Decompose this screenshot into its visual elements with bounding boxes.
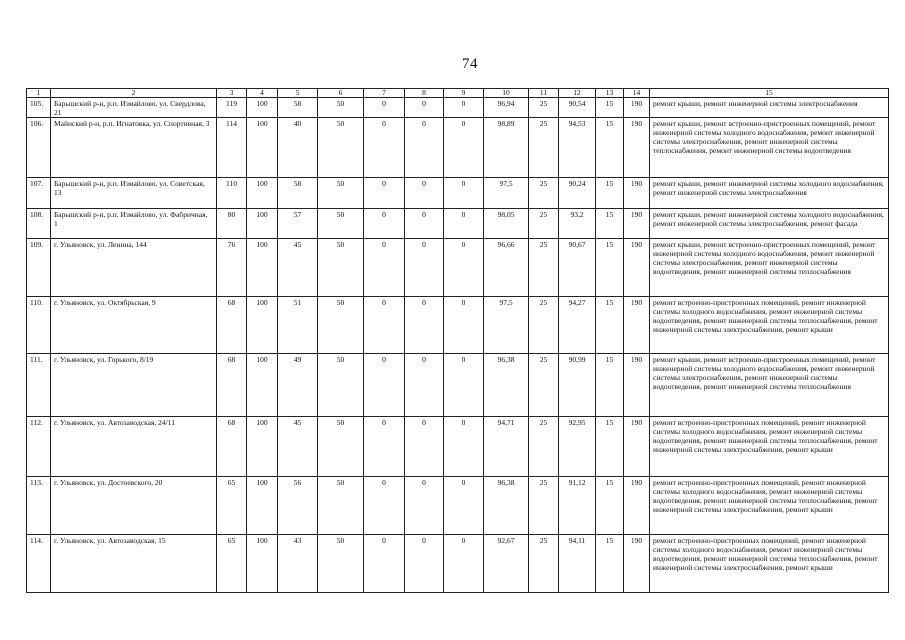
- column-header: 1: [27, 89, 51, 98]
- table-cell: 90,99: [559, 354, 596, 417]
- table-cell: 50: [318, 354, 364, 417]
- table-cell: 0: [405, 417, 444, 477]
- table-cell: 92,95: [559, 417, 596, 477]
- table-cell: 40: [278, 118, 318, 178]
- table-cell: 0: [444, 297, 484, 354]
- table-cell: 58: [278, 178, 318, 209]
- table-cell: 119: [217, 98, 247, 118]
- row-number: 114.: [27, 535, 51, 593]
- table-cell: 0: [364, 535, 405, 593]
- row-number: 106.: [27, 118, 51, 178]
- table-cell: 0: [444, 354, 484, 417]
- table-cell: 15: [596, 98, 624, 118]
- table-cell: 25: [529, 477, 559, 535]
- table-cell: 0: [364, 417, 405, 477]
- table-cell: 92,67: [484, 535, 529, 593]
- column-header: 7: [364, 89, 405, 98]
- table-cell: 25: [529, 239, 559, 297]
- column-header: 15: [650, 89, 889, 98]
- table-cell: 68: [217, 354, 247, 417]
- table-cell: 90,54: [559, 98, 596, 118]
- table-cell: 0: [364, 354, 405, 417]
- row-number: 111.: [27, 354, 51, 417]
- column-header: 8: [405, 89, 444, 98]
- table-cell: 0: [444, 417, 484, 477]
- table-cell: 0: [444, 118, 484, 178]
- table-row: [27, 297, 889, 354]
- table-cell: 0: [405, 118, 444, 178]
- table-cell: 0: [444, 535, 484, 593]
- table-cell: 43: [278, 535, 318, 593]
- works-cell: ремонт крыши, ремонт встроенно-пристроенных помещений, ремонт инженерной системы холодного водоснабжения, ремонт инженерной системы электроснабжения, ремонт инженерной системы теплоснабжения, ремонт инженерной системы водоотведения: [650, 118, 889, 178]
- table-cell: 45: [278, 239, 318, 297]
- table-cell: 15: [596, 178, 624, 209]
- table-cell: 100: [247, 477, 278, 535]
- table-cell: 96,38: [484, 477, 529, 535]
- works-cell: ремонт крыши, ремонт инженерной системы холодного водоснабжения, ремонт инженерной системы электроснабжения, ремонт фасада: [650, 209, 889, 239]
- table-cell: 0: [405, 178, 444, 209]
- table-cell: 190: [624, 209, 650, 239]
- column-header: 5: [278, 89, 318, 98]
- table-cell: 15: [596, 477, 624, 535]
- table-cell: 190: [624, 354, 650, 417]
- table-cell: 0: [364, 297, 405, 354]
- table-cell: 0: [405, 98, 444, 118]
- row-number: 108.: [27, 209, 51, 239]
- table-cell: 190: [624, 417, 650, 477]
- table-cell: 50: [318, 297, 364, 354]
- table-cell: 50: [318, 209, 364, 239]
- table-cell: 25: [529, 417, 559, 477]
- table-cell: 100: [247, 417, 278, 477]
- table-cell: 94,71: [484, 417, 529, 477]
- table-cell: 0: [444, 239, 484, 297]
- works-cell: ремонт крыши, ремонт встроенно-пристроенных помещений, ремонт инженерной системы холодного водоснабжения, ремонт инженерной системы электроснабжения, ремонт инженерной системы водоотведения, ремонт инженерной системы теплоснабжения: [650, 239, 889, 297]
- address-cell: г. Ульяновск, ул. Ленина, 144: [51, 239, 217, 297]
- table-cell: 0: [405, 535, 444, 593]
- table-cell: 51: [278, 297, 318, 354]
- works-cell: ремонт крыши, ремонт инженерной системы электроснабжения: [650, 98, 889, 118]
- table-row: [27, 98, 889, 118]
- table-cell: 0: [364, 239, 405, 297]
- page-number: 74: [462, 56, 478, 72]
- table-cell: 49: [278, 354, 318, 417]
- column-number-row: [27, 89, 889, 98]
- table-cell: 25: [529, 354, 559, 417]
- table-cell: 190: [624, 297, 650, 354]
- table-cell: 0: [444, 178, 484, 209]
- table-cell: 50: [318, 535, 364, 593]
- table-cell: 0: [444, 98, 484, 118]
- table-cell: 50: [318, 417, 364, 477]
- table-cell: 90,24: [559, 178, 596, 209]
- table-cell: 93,2: [559, 209, 596, 239]
- table-cell: 25: [529, 297, 559, 354]
- table-cell: 96,38: [484, 354, 529, 417]
- table-cell: 0: [444, 209, 484, 239]
- table-cell: 94,11: [559, 535, 596, 593]
- address-cell: Майнский р-н, р.п. Игнатовка, ул. Спортивная, 3: [51, 118, 217, 178]
- works-cell: ремонт встроенно-пристроенных помещений, ремонт инженерной системы холодного водоснабжения, ремонт инженерной системы водоотведения, ремонт инженерной системы теплоснабжения, ремонт инженерной системы электроснабжения, ремонт крыши: [650, 535, 889, 593]
- address-cell: г. Ульяновск, ул. Автозаводская, 24/11: [51, 417, 217, 477]
- table-cell: 97,5: [484, 178, 529, 209]
- table-cell: 57: [278, 209, 318, 239]
- table-cell: 190: [624, 178, 650, 209]
- table-cell: 100: [247, 209, 278, 239]
- table-cell: 0: [405, 239, 444, 297]
- address-cell: Барышский р-н, р.п. Измайлово, ул. Свердлова, 21: [51, 98, 217, 118]
- table-cell: 110: [217, 178, 247, 209]
- table-cell: 96,66: [484, 239, 529, 297]
- table-cell: 80: [217, 209, 247, 239]
- table-cell: 100: [247, 178, 278, 209]
- table-cell: 190: [624, 118, 650, 178]
- table-row: [27, 118, 889, 178]
- table-cell: 25: [529, 118, 559, 178]
- table-cell: 190: [624, 477, 650, 535]
- table-cell: 65: [217, 477, 247, 535]
- table-cell: 100: [247, 297, 278, 354]
- works-cell: ремонт крыши, ремонт инженерной системы холодного водоснабжения, ремонт инженерной системы электроснабжения: [650, 178, 889, 209]
- table-cell: 100: [247, 239, 278, 297]
- column-header: 12: [559, 89, 596, 98]
- table-cell: 190: [624, 535, 650, 593]
- address-cell: г. Ульяновск, ул. Октябрьская, 9: [51, 297, 217, 354]
- table-row: [27, 178, 889, 209]
- table-cell: 50: [318, 239, 364, 297]
- table-row: [27, 209, 889, 239]
- column-header: 13: [596, 89, 624, 98]
- table-cell: 0: [444, 477, 484, 535]
- table-cell: 96,94: [484, 98, 529, 118]
- table-cell: 25: [529, 535, 559, 593]
- address-cell: Барышский р-н, р.п. Измайлово, ул. Фабричная, 1: [51, 209, 217, 239]
- table-cell: 0: [405, 354, 444, 417]
- table-cell: 90,67: [559, 239, 596, 297]
- table-cell: 15: [596, 535, 624, 593]
- table-cell: 56: [278, 477, 318, 535]
- table-cell: 0: [364, 98, 405, 118]
- table-cell: 114: [217, 118, 247, 178]
- row-number: 105.: [27, 98, 51, 118]
- works-cell: ремонт встроенно-пристроенных помещений, ремонт инженерной системы холодного водоснабжения, ремонт инженерной системы водоотведения, ремонт инженерной системы теплоснабжения, ремонт инженерной системы электроснабжения, ремонт крыши: [650, 297, 889, 354]
- data-table: [26, 88, 889, 593]
- table-cell: 94,53: [559, 118, 596, 178]
- column-header: 2: [51, 89, 217, 98]
- table-cell: 15: [596, 354, 624, 417]
- column-header: 4: [247, 89, 278, 98]
- table-cell: 0: [405, 297, 444, 354]
- works-cell: ремонт встроенно-пристроенных помещений, ремонт инженерной системы холодного водоснабжения, ремонт инженерной системы водоотведения, ремонт инженерной системы теплоснабжения, ремонт инженерной системы электроснабжения, ремонт крыши: [650, 477, 889, 535]
- row-number: 110.: [27, 297, 51, 354]
- table-cell: 0: [364, 178, 405, 209]
- table-cell: 58: [278, 98, 318, 118]
- table-cell: 15: [596, 118, 624, 178]
- column-header: 3: [217, 89, 247, 98]
- table-cell: 0: [364, 477, 405, 535]
- table-cell: 0: [364, 118, 405, 178]
- table-row: [27, 417, 889, 477]
- column-header: 14: [624, 89, 650, 98]
- address-cell: г. Ульяновск, ул. Автозаводская, 15: [51, 535, 217, 593]
- table-cell: 100: [247, 354, 278, 417]
- table-cell: 50: [318, 178, 364, 209]
- row-number: 107.: [27, 178, 51, 209]
- table-cell: 0: [405, 477, 444, 535]
- table-cell: 100: [247, 118, 278, 178]
- table-cell: 0: [364, 209, 405, 239]
- table-row: [27, 477, 889, 535]
- table-row: [27, 354, 889, 417]
- table-cell: 190: [624, 239, 650, 297]
- table-cell: 25: [529, 98, 559, 118]
- table-row: [27, 535, 889, 593]
- row-number: 112.: [27, 417, 51, 477]
- column-header: 11: [529, 89, 559, 98]
- column-header: 6: [318, 89, 364, 98]
- table-cell: 100: [247, 535, 278, 593]
- table-cell: 68: [217, 417, 247, 477]
- table-cell: 100: [247, 98, 278, 118]
- address-cell: Барышский р-н, р.п. Измайлово, ул. Советская, 13: [51, 178, 217, 209]
- table-cell: 25: [529, 209, 559, 239]
- row-number: 113.: [27, 477, 51, 535]
- table-row: [27, 239, 889, 297]
- table-cell: 68: [217, 297, 247, 354]
- table-cell: 190: [624, 98, 650, 118]
- table-cell: 25: [529, 178, 559, 209]
- table-cell: 65: [217, 535, 247, 593]
- works-cell: ремонт встроенно-пристроенных помещений, ремонт инженерной системы холодного водоснабжения, ремонт инженерной системы водоотведения, ремонт инженерной системы теплоснабжения, ремонт инженерной системы электроснабжения, ремонт крыши: [650, 417, 889, 477]
- table-cell: 15: [596, 417, 624, 477]
- table-cell: 15: [596, 209, 624, 239]
- works-cell: ремонт крыши, ремонт встроенно-пристроенных помещений, ремонт инженерной системы холодного водоснабжения, ремонт инженерной системы электроснабжения, ремонт инженерной системы водоотведения, ремонт инженерной системы теплоснабжения: [650, 354, 889, 417]
- table-cell: 0: [405, 209, 444, 239]
- table-cell: 98,89: [484, 118, 529, 178]
- address-cell: г. Ульяновск, ул. Горького, 8/19: [51, 354, 217, 417]
- column-header: 9: [444, 89, 484, 98]
- table-cell: 98,05: [484, 209, 529, 239]
- address-cell: г. Ульяновск, ул. Достоевского, 20: [51, 477, 217, 535]
- table-cell: 50: [318, 98, 364, 118]
- table-cell: 50: [318, 477, 364, 535]
- table-cell: 97,5: [484, 297, 529, 354]
- table-cell: 76: [217, 239, 247, 297]
- table-cell: 50: [318, 118, 364, 178]
- table-cell: 45: [278, 417, 318, 477]
- table-cell: 91,12: [559, 477, 596, 535]
- row-number: 109.: [27, 239, 51, 297]
- column-header: 10: [484, 89, 529, 98]
- table-cell: 15: [596, 239, 624, 297]
- table-cell: 15: [596, 297, 624, 354]
- table-cell: 94,27: [559, 297, 596, 354]
